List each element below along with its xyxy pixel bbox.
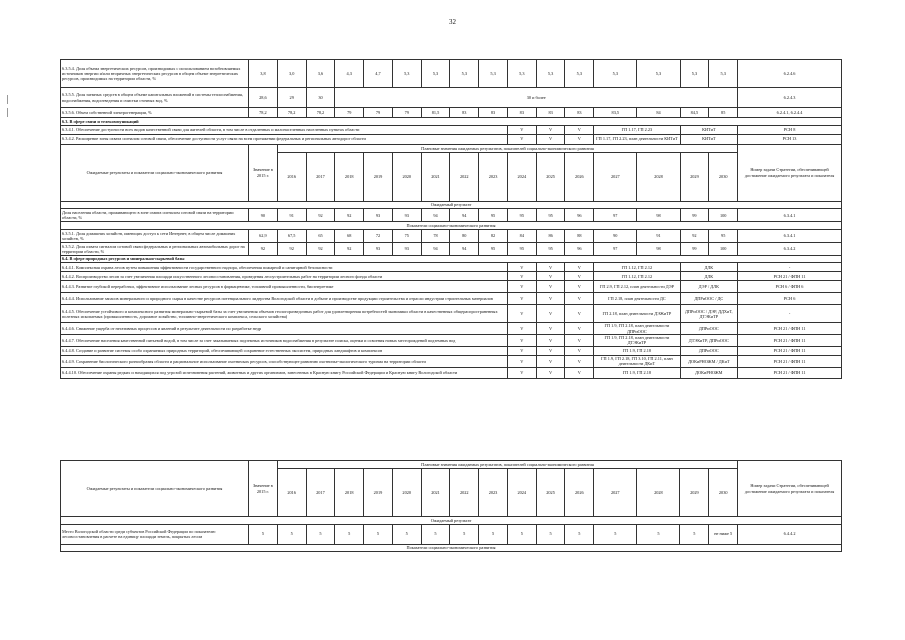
expected-result-title: Ожидаемый результат [61,517,842,525]
cell: 5 [507,524,536,544]
cell: 86 [536,229,565,242]
cell: V [536,305,565,323]
cell: 92 [277,242,306,255]
rsn-ref: РСН 21 / ФПН 11 [738,355,842,367]
rsn-ref: РСН 21 / ФПН 11 [738,346,842,355]
cell: 83 [479,108,508,118]
cell: 92 [335,242,364,255]
cell: V [507,125,536,134]
cell: 92 [335,209,364,222]
cell: 5 [306,524,335,544]
responsible-org: ДПРиООС / ДЭР, ДДХиТ, ДТЭКиТР [680,305,738,323]
table-row [61,346,842,355]
rsn-ref: РСН 21 / ФПН 11 [738,367,842,378]
cell: 83 [450,108,479,118]
cell: 100 [709,209,738,222]
cell: 5 [335,524,364,544]
year-header: 2023 [479,152,508,201]
measure-label: 6.4.4.3. Развитие глубокой переработки, эффективное использование лесных ресурсов в фармацевтике, топливной промышленности, биоэнергетике [61,281,508,293]
program-ref: ГП 1.9, ГП 2.18 [594,367,680,378]
year-header: 2021 [421,469,450,517]
cell: 82 [479,229,508,242]
responsible-org: ДТЭКиТР, ДПРиООС [680,334,738,346]
cell: V [565,125,594,134]
cell: 97 [594,209,637,222]
indicator-label: 6.3.5.5. Доля заемных средств в общем объеме капитальных вложений в системы теплоснабжения, водоснабжения, водоотведения и очистки сточных вод, % [61,88,249,108]
page-number: 32 [449,18,456,26]
cell: 91 [637,229,680,242]
cell: 92 [306,242,335,255]
table-row [61,281,842,293]
cell: 80 [450,229,479,242]
table-row [61,134,842,144]
results-table-nature [60,460,842,552]
rsn-ref: - [738,263,842,272]
cell: 5 [421,524,450,544]
program-ref: ГП 1.9, ГП 2.18, ГП 3.10, ГП 2.11, план деятельности ДКиТ [594,355,680,367]
measure-label: 6.4.4.5. Обеспечение устойчивого и комплексного развития минерально-сырьевой базы за счет увеличения объемов геологоразведочных работ для удовлетворения потребностей экономики области в качественных общераспространенных полезных ископаемых (промышленность, дорожное хозяйство, топливно-энергетического комплекса, сельского хозяйства) [61,305,508,323]
measure-label: 6.4.4.7. Обеспечение населения качественной питьевой водой, в том числе за счет заказываемых подземных источников водоснабжения в результате поиска, оценки и освоения новых месторождений подземных вод [61,334,508,346]
year-header: 2027 [594,152,637,201]
cell: 5,3 [421,60,450,88]
cell: V [565,293,594,305]
year-header: 2016 [277,152,306,201]
cell: 5,3 [709,60,738,88]
cell: 5,3 [507,60,536,88]
cell: 90 [249,209,278,222]
year-header: 2027 [594,469,637,517]
cell: V [536,346,565,355]
cell: 88 [565,229,594,242]
cell: 5 [277,524,306,544]
cell: V [565,346,594,355]
table-row [61,355,842,367]
program-ref: ГП 2.18, план деятельности ДС [594,293,680,305]
cell: V [507,293,536,305]
cell: 79 [392,108,421,118]
cell: 75 [392,229,421,242]
year-header: 2019 [364,469,393,517]
section-title: 6.3. В сфере связи и телекоммуникаций [61,118,842,126]
task-code: 6.3.4.1 [738,229,842,242]
cell: 83,5 [594,108,637,118]
year-header: 2017 [306,469,335,517]
cell: V [536,272,565,281]
cell: 98 [637,209,680,222]
cell: V [507,367,536,378]
measure-label: 6.3.4.1. Обеспечение доступности всех видов качественной связи для жителей области, в том числе в отдаленных и малонаселенных населенных пунктах области [61,125,508,134]
year-header: 2019 [364,152,393,201]
cell: 81,5 [421,108,450,118]
task-code: 6.3.4.1 [738,209,842,222]
year-header: 2024 [507,469,536,517]
rsn-ref: РСН 6 / ФПН 6 [738,281,842,293]
year-header: 2018 [335,469,364,517]
cell: 5,3 [565,60,594,88]
cell: 96 [565,242,594,255]
table-row [61,108,842,118]
cell: 5,3 [637,60,680,88]
cell: 5 [637,524,680,544]
results-header: Ожидаемые результаты и показатели социально-экономического развития [61,461,249,517]
base-year-header: Значение в 2015 г. [249,144,278,201]
year-header: 2017 [306,152,335,201]
cell: не ниже 5 [709,524,738,544]
year-header: 2026 [565,469,594,517]
task-code: 6.3.4.2 [738,242,842,255]
cell: V [565,334,594,346]
measure-label: 6.4.4.4. Использование запасов минерального и природного сырья в качестве ресурсов потенциального лидерства Вологодской области в добыче и производстве продукции строительства и отрасли индустрии строительных материалов [61,293,508,305]
cell: 65 [306,229,335,242]
cell: 97 [594,242,637,255]
responsible-org: КИТиТ [680,134,738,144]
rsn-ref: РСН 21 / ФПН 11 [738,323,842,334]
cell: 5 [392,524,421,544]
responsible-org: КИТиТ [680,125,738,134]
cell: 96 [565,209,594,222]
cell: 5 [594,524,637,544]
table-row [61,125,842,134]
table-row [61,305,842,323]
cell: 92 [680,229,709,242]
cell: V [507,323,536,334]
cell: 92 [249,242,278,255]
responsible-org: ДЛК [680,272,738,281]
margin-mark [7,108,8,117]
program-ref: ГП 1.17, ГП 2.23 [594,125,680,134]
year-header: 2028 [637,152,680,201]
measure-label: 6.4.4.8. Создание и развитие системы особо охраняемых природных территорий, обеспечивающей сохранение естественных экосистем, природных ландшафтов и комплексов [61,346,508,355]
base-year-header: Значение в 2015 г. [249,461,278,517]
year-header: 2029 [680,152,709,201]
cell: V [565,367,594,378]
cell: V [536,334,565,346]
measure-label: 6.4.4.10. Обеспечение охраны редких и находящихся под угрозой исчезновения растений, животных и других организмов, занесенных в Красную книгу Российской Федерации и Красную книгу Вологодской области [61,367,508,378]
cell: 5,3 [450,60,479,88]
indicator-label: 6.3.5.6. Объем собственной электрогенерации, % [61,108,249,118]
cell: V [536,125,565,134]
responsible-org: ДЭР / ДЛК [680,281,738,293]
program-ref: ГП 1.9, ГП 2.18 [594,346,680,355]
responsible-org: ДЛК [680,263,738,272]
cell: 3,6 [306,60,335,88]
cell: 5,3 [536,60,565,88]
cell: 95 [536,242,565,255]
table-row [61,334,842,346]
planned-values-header: Плановые значения ожидаемых результатов, показателей социально-экономического развития [277,144,737,152]
cell: 93 [364,242,393,255]
cell: 3,0 [277,60,306,88]
cell: 5 [364,524,393,544]
year-header: 2016 [277,469,306,517]
cell: 78,2 [277,108,306,118]
program-ref: ГП 1.12, ГП 2.12 [594,272,680,281]
cell: V [536,134,565,144]
merged-note: 30 и более [335,88,738,108]
rsn-ref: РСН 8 [738,125,842,134]
table-row [61,209,842,222]
cell: 79 [335,108,364,118]
cell: 83 [536,108,565,118]
rsn-ref: РСН 6 [738,293,842,305]
cell: 83 [507,108,536,118]
cell: V [507,305,536,323]
cell: V [565,134,594,144]
cell: 100 [709,242,738,255]
cell: V [536,367,565,378]
year-header: 2020 [392,152,421,201]
table-row [61,229,842,242]
cell: 94 [421,209,450,222]
task-code: 6.2.4.1, 6.2.4.4 [738,108,842,118]
indicators-title: Показатели социально-экономического развития [61,222,842,230]
cell: V [507,346,536,355]
rsn-ref: РСН 21 / ФПН 11 [738,334,842,346]
table-row [61,272,842,281]
cell: 84 [637,108,680,118]
task-code: 6.2.4.6 [738,60,842,88]
table-row [61,242,842,255]
cell: 67,5 [277,229,306,242]
cell: 68 [335,229,364,242]
table-row [61,88,842,108]
cell: 95 [536,209,565,222]
year-header: 2026 [565,152,594,201]
cell: 84 [507,229,536,242]
cell: V [507,272,536,281]
cell: 30 [306,88,335,108]
program-ref: ГП 1.12, ГП 2.12 [594,263,680,272]
cell: 78,2 [249,108,278,118]
cell: 72 [364,229,393,242]
cell: 95 [507,242,536,255]
responsible-org: ДПРиООС / ДС [680,293,738,305]
year-header: 2021 [421,152,450,201]
cell: 5 [479,524,508,544]
year-header: 2023 [479,469,508,517]
program-ref: ГП 1.9, ГП 2.18, план деятельности ДТЭКиТР [594,334,680,346]
cell: V [565,305,594,323]
cell: 94 [450,242,479,255]
cell: 79 [364,108,393,118]
cell: 5 [680,524,709,544]
year-header: 2030 [709,152,738,201]
year-header: 2025 [536,152,565,201]
year-header: 2028 [637,469,680,517]
task-number-header: Номер задачи Стратегии, обеспечивающей достижение ожидаемого результата и показателя [738,461,842,517]
year-header: 2020 [392,469,421,517]
table-row [61,60,842,88]
year-header: 2022 [450,152,479,201]
cell: 4,7 [364,60,393,88]
cell: V [536,323,565,334]
cell: 94 [450,209,479,222]
year-header: 2018 [335,152,364,201]
indicator-label: 6.3.5.1. Доля домашних хозяйств, имеющих доступ к сети Интернет, в общем числе домашних хозяйств, % [61,229,249,242]
cell: 93 [364,209,393,222]
measure-label: 6.4.4.2. Воспроизводство лесов за счет увеличения площади искусственного лесовосстановления, проведения лесоустроительных работ на территории лесного фонда области [61,272,508,281]
indicators-title: Показатели социально-экономического развития [61,544,842,552]
cell: V [507,281,536,293]
cell: 62,9 [249,229,278,242]
cell: 95 [709,229,738,242]
cell: 98 [637,242,680,255]
year-header: 2030 [709,469,738,517]
cell: 93 [392,209,421,222]
cell: 28,6 [249,88,278,108]
cell: 91 [277,209,306,222]
cell: 29 [277,88,306,108]
rsn-ref: РСН 21 / ФПН 11 [738,272,842,281]
margin-mark [7,95,8,104]
cell: 92 [306,209,335,222]
indicator-label: 6.3.5.4. Доля объема энергетических ресурсов, производимых с использованием возобновляемых источников энергии и/или вторичных энергетических ресурсов в общем объеме энергетических ресурсов, производимых на территории области, % [61,60,249,88]
measure-label: 6.4.4.9. Сохранение биологического разнообразия области и рациональное использование охотничьих ресурсов, способствующее развитию охотничье-экологического туризма на территории области [61,355,508,367]
responsible-org: ДОКиРНОЖМ [680,367,738,378]
result-label: Доля населения области, проживающего в зоне охвата сигналом сотовой связи на территории области, % [61,209,249,222]
indicator-label: 6.3.5.2. Доля охвата сигналом сотовой связи федеральных и региональных автомобильных дорог на территории области, % [61,242,249,255]
document-table [60,59,842,379]
cell: 95 [479,209,508,222]
responsible-org: ДПРиООС [680,323,738,334]
program-ref: ГП 1.9, ГП 2.18, план деятельности ДПРиООС [594,323,680,334]
cell: 84,5 [680,108,709,118]
year-header: 2022 [450,469,479,517]
expected-result-title: Ожидаемый результат [61,201,842,209]
cell: V [536,281,565,293]
year-header: 2029 [680,469,709,517]
cell: 4,3 [335,60,364,88]
program-ref: ГП 2.9, ГП 2.12, план деятельности ДЭР [594,281,680,293]
rsn-ref: - [738,305,842,323]
task-code: 6.4.4.2 [738,524,842,544]
cell: V [507,263,536,272]
cell: V [507,355,536,367]
responsible-org: ДОКиРНОЖМ / ДКиТ [680,355,738,367]
cell: V [507,134,536,144]
table-row [61,524,842,544]
cell: V [536,355,565,367]
cell: 95 [507,209,536,222]
cell: 5,3 [680,60,709,88]
measure-label: 6.4.4.6. Снижение ущерба от негативных процессов и явлений в результате деятельности по разработке недр [61,323,508,334]
cell: 5,3 [392,60,421,88]
cell: 99 [680,242,709,255]
cell: 5,3 [479,60,508,88]
planned-values-header: Плановые значения ожидаемых результатов, показателей социально-экономического развития [277,461,737,469]
cell: 93 [392,242,421,255]
year-header: 2025 [536,469,565,517]
cell: 83 [565,108,594,118]
cell: 85 [709,108,738,118]
cell: 78 [421,229,450,242]
table-row [61,293,842,305]
cell: 78,2 [306,108,335,118]
measure-label: 6.4.4.1. Комплексная охрана лесов путем повышения эффективности государственного надзора, обеспечения пожарной и санитарной безопасности [61,263,508,272]
program-ref: ГП 1.17, ГП 2.23, план деятельности КИТиТ [594,134,680,144]
table-row [61,323,842,334]
results-header: Ожидаемые результаты и показатели социально-экономического развития [61,144,249,201]
cell: V [565,281,594,293]
measure-label: 6.3.4.2. Расширение зоны охвата сигналом сотовой связи, обеспечение доступности услуг связи на всем протяжении федеральных и региональных автодорог области [61,134,508,144]
cell: 5 [249,524,278,544]
cell: 99 [680,209,709,222]
cell: V [565,272,594,281]
cell: V [565,263,594,272]
task-number-header: Номер задачи Стратегии, обеспечивающей достижение ожидаемого результата и показателя [738,144,842,201]
cell: 94 [421,242,450,255]
table-row [61,263,842,272]
cell: V [536,263,565,272]
cell: V [565,355,594,367]
task-code: 6.2.4.3 [738,88,842,108]
cell: V [536,293,565,305]
cell: V [507,334,536,346]
cell: 5 [536,524,565,544]
table-row [61,367,842,378]
cell: V [565,323,594,334]
year-header: 2024 [507,152,536,201]
section-title: 6.4. В сфере природных ресурсов и минерально-сырьевой базы [61,255,842,263]
cell: 5,3 [594,60,637,88]
result-label: Место Вологодской области среди субъектов Российской Федерации по показателю лесовосстановления в расчете на единицу площади земель, покрытых лесом [61,524,249,544]
program-ref: ГП 2.18, план деятельности ДЭЖиТР [594,305,680,323]
cell: 3,8 [249,60,278,88]
rsn-ref: РСН 13 [738,134,842,144]
responsible-org: ДПРиООС [680,346,738,355]
cell: 95 [479,242,508,255]
cell: 5 [450,524,479,544]
cell: 90 [594,229,637,242]
cell: 5 [565,524,594,544]
